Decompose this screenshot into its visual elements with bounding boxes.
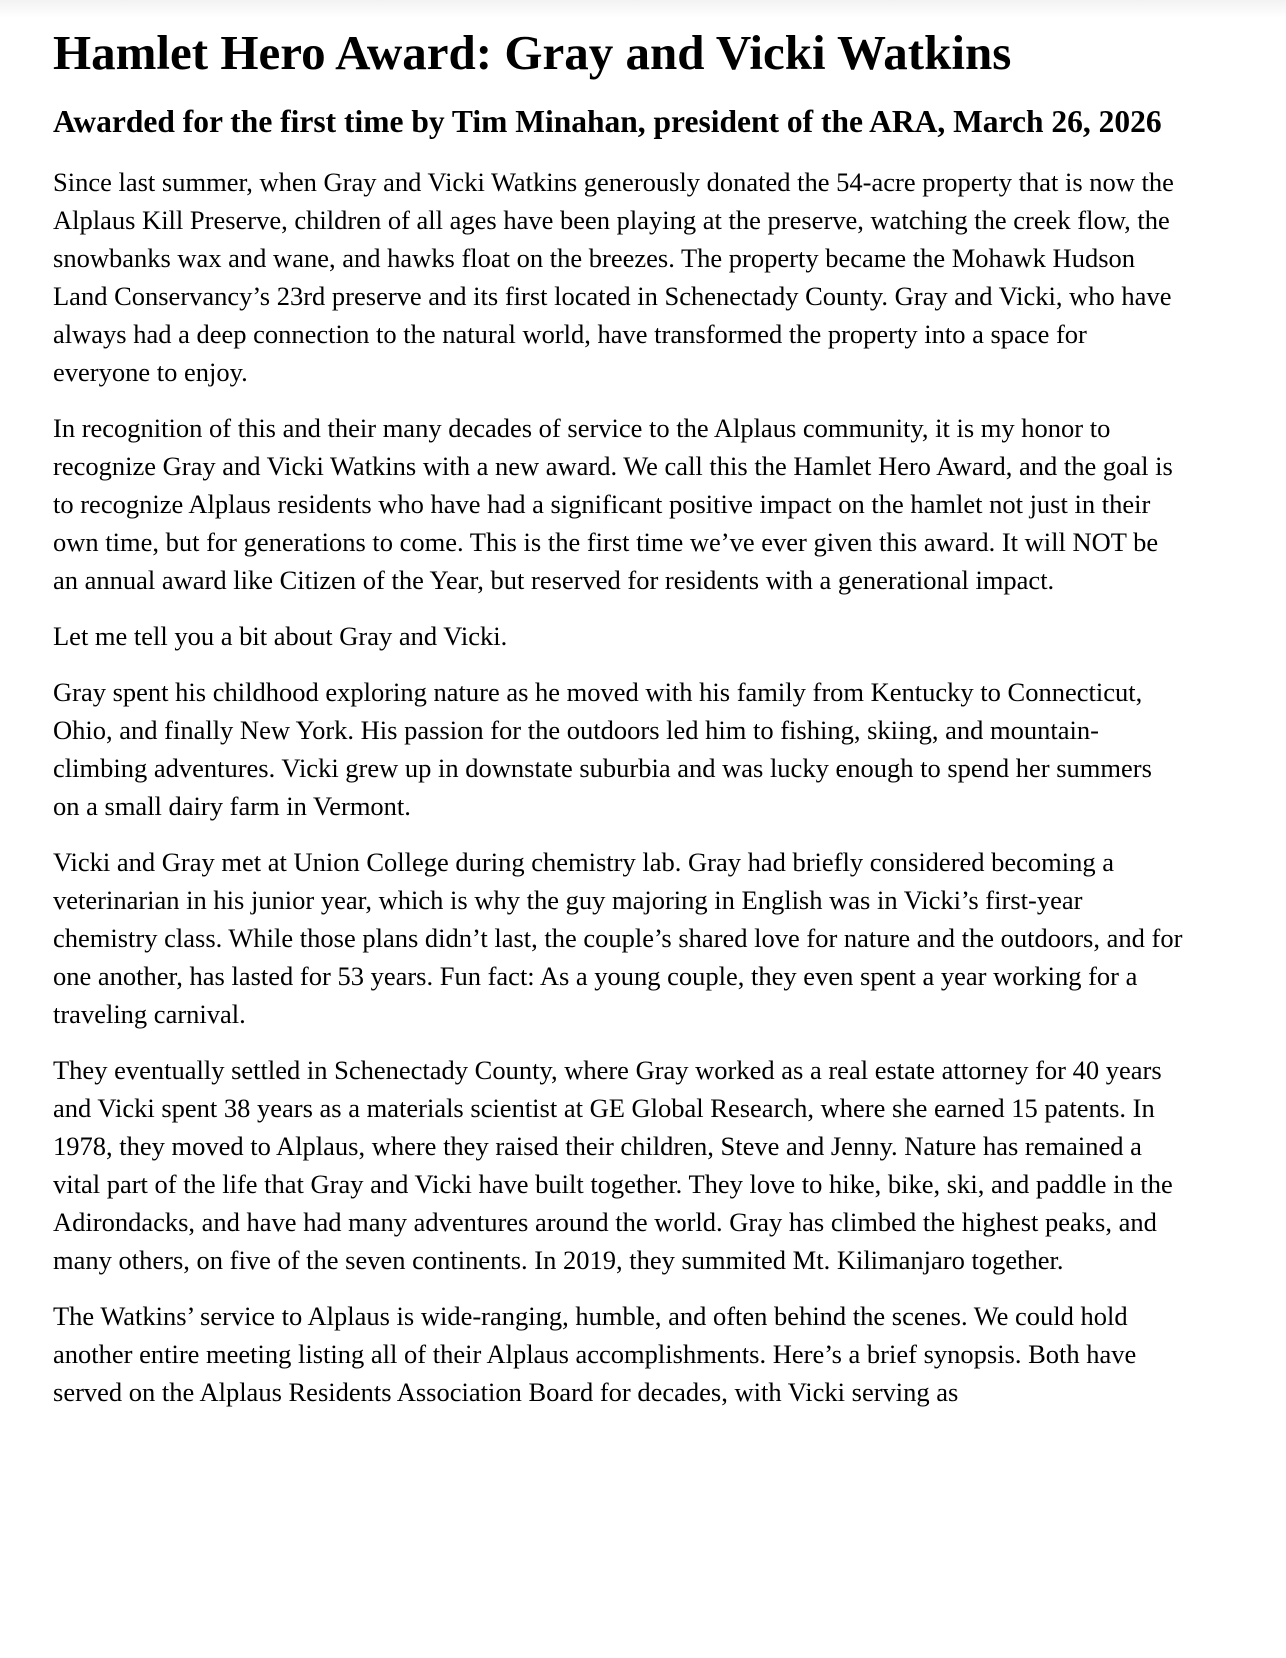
paragraph-careers-family: They eventually settled in Schenectady County, where Gray worked as a real estate attorney for 40 years and Vicki spent 38 years as a materials scientist at GE Global Research, where she earned 15 patents. In 1978, they moved to Alplaus, where they raised their children, Steve and Jenny. Nature has remained a vital part of the life that Gray and Vicki have built together. They love to hike, bike, ski, and paddle in the Adirondacks, and have had many adventures around the world. Gray has climbed the highest peaks, and many others, on five of the seven continents. In 2019, they summited Mt. Kilimanjaro together. — [53, 1055, 1173, 1275]
paragraph-introduction: Let me tell you a bit about Gray and Vicki. — [53, 621, 508, 651]
paragraph-preserve-donation: Since last summer, when Gray and Vicki Watkins generously donated the 54-acre property that is now the Alplaus Kill Preserve, children of all ages have been playing at the preserve, watching the creek flow, the snowbanks wax and wane, and hawks float on the breezes. The property became the Mohawk Hudson Land Conservancy’s 23rd preserve and its first located in Schenectady County. Gray and Vicki, who have always had a deep connection to the natural world, have transformed the property into a space for everyone to enjoy. — [53, 167, 1174, 387]
article — [53, 22, 1183, 1429]
paragraph-award-recognition: In recognition of this and their many decades of service to the Alplaus community, it is my honor to recognize Gray and Vicki Watkins with a new award. We call this the Hamlet Hero Award, and the goal is to recognize Alplaus residents who have had a significant positive impact on the hamlet not just in their own time, but for generations to come. This is the first time we’ve ever given this award. It will NOT be an annual award like Citizen of the Year, but reserved for residents with a generational impact. — [53, 413, 1173, 595]
article-title: Hamlet Hero Award: Gray and Vicki Watkins — [53, 25, 1012, 80]
article-subtitle: Awarded for the first time by Tim Minahan, president of the ARA, March 26, 2026 — [53, 104, 1162, 139]
paragraph-union-college: Vicki and Gray met at Union College during chemistry lab. Gray had briefly considered becoming a veterinarian in his junior year, which is why the guy majoring in English was in Vicki’s first-year chemistry class. While those plans didn’t last, the couple’s shared love for nature and the outdoors, and for one another, has lasted for 53 years. Fun fact: As a young couple, they even spent a year working for a traveling carnival. — [53, 847, 1183, 1029]
page-top-shadow — [0, 0, 1286, 18]
paragraph-service: The Watkins’ service to Alplaus is wide-ranging, humble, and often behind the scenes. We could hold another entire meeting listing all of their Alplaus accomplishments. Here’s a brief synopsis. Both have served on the Alplaus Residents Association Board for decades, with Vicki serving as — [53, 1301, 1137, 1407]
paragraph-childhood: Gray spent his childhood exploring nature as he moved with his family from Kentucky to Connecticut, Ohio, and finally New York. His passion for the outdoors led him to fishing, skiing, and mountain-climbing adventures. Vicki grew up in downstate suburbia and was lucky enough to spend her summers on a small dairy farm in Vermont. — [53, 677, 1152, 821]
